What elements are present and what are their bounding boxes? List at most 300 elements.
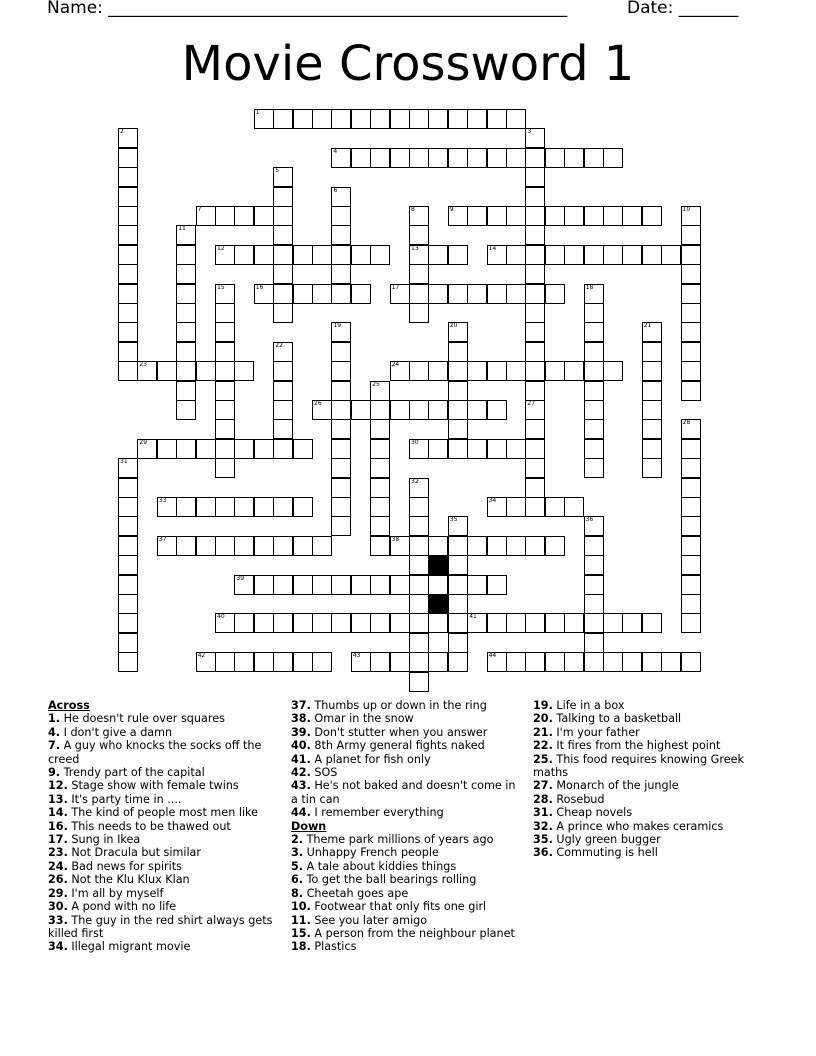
grid-cell[interactable] bbox=[584, 148, 604, 168]
grid-cell[interactable] bbox=[525, 458, 545, 478]
grid-cell[interactable] bbox=[525, 225, 545, 245]
grid-cell[interactable] bbox=[448, 206, 468, 226]
grid-cell[interactable] bbox=[331, 361, 351, 381]
grid-cell[interactable] bbox=[487, 245, 507, 265]
grid-cell[interactable] bbox=[428, 575, 448, 595]
grid-cell[interactable] bbox=[584, 381, 604, 401]
grid-cell[interactable] bbox=[196, 497, 216, 517]
grid-cell[interactable] bbox=[584, 458, 604, 478]
grid-cell[interactable] bbox=[118, 245, 138, 265]
grid-cell[interactable] bbox=[331, 516, 351, 536]
grid-cell[interactable] bbox=[273, 206, 293, 226]
grid-cell[interactable] bbox=[273, 381, 293, 401]
grid-cell[interactable] bbox=[525, 400, 545, 420]
grid-cell[interactable] bbox=[370, 652, 390, 672]
grid-cell[interactable] bbox=[331, 148, 351, 168]
grid-cell[interactable] bbox=[525, 497, 545, 517]
grid-cell[interactable] bbox=[370, 516, 390, 536]
grid-cell[interactable] bbox=[312, 536, 332, 556]
grid-cell[interactable] bbox=[331, 419, 351, 439]
grid-cell[interactable] bbox=[681, 555, 701, 575]
grid-cell[interactable] bbox=[409, 613, 429, 633]
grid-cell[interactable] bbox=[215, 419, 235, 439]
grid-cell[interactable] bbox=[681, 458, 701, 478]
grid-cell[interactable] bbox=[215, 458, 235, 478]
grid-cell[interactable] bbox=[409, 225, 429, 245]
grid-cell[interactable] bbox=[467, 536, 487, 556]
grid-cell[interactable] bbox=[564, 206, 584, 226]
grid-cell[interactable] bbox=[118, 516, 138, 536]
grid-cell[interactable] bbox=[234, 497, 254, 517]
grid-cell[interactable] bbox=[448, 342, 468, 362]
grid-cell[interactable] bbox=[681, 322, 701, 342]
grid-cell[interactable] bbox=[681, 536, 701, 556]
grid-cell[interactable] bbox=[215, 381, 235, 401]
grid-cell[interactable] bbox=[118, 613, 138, 633]
grid-cell[interactable] bbox=[603, 245, 623, 265]
grid-cell[interactable] bbox=[215, 497, 235, 517]
grid-cell[interactable] bbox=[448, 322, 468, 342]
grid-cell[interactable] bbox=[642, 400, 662, 420]
grid-cell[interactable] bbox=[176, 264, 196, 284]
grid-cell[interactable] bbox=[176, 536, 196, 556]
grid-cell[interactable] bbox=[448, 381, 468, 401]
grid-cell[interactable] bbox=[118, 652, 138, 672]
grid-cell[interactable] bbox=[448, 575, 468, 595]
grid-cell[interactable] bbox=[370, 478, 390, 498]
grid-cell[interactable] bbox=[390, 536, 410, 556]
grid-cell[interactable] bbox=[390, 284, 410, 304]
grid-cell[interactable] bbox=[176, 245, 196, 265]
grid-cell[interactable] bbox=[584, 303, 604, 323]
grid-cell[interactable] bbox=[642, 322, 662, 342]
grid-cell[interactable] bbox=[545, 613, 565, 633]
grid-cell[interactable] bbox=[642, 613, 662, 633]
grid-cell[interactable] bbox=[331, 613, 351, 633]
grid-cell[interactable] bbox=[331, 225, 351, 245]
grid-cell[interactable] bbox=[409, 652, 429, 672]
grid-cell[interactable] bbox=[584, 361, 604, 381]
grid-cell[interactable] bbox=[506, 148, 526, 168]
grid-cell[interactable] bbox=[370, 497, 390, 517]
grid-cell[interactable] bbox=[681, 245, 701, 265]
grid-cell[interactable] bbox=[584, 284, 604, 304]
grid-cell[interactable] bbox=[603, 148, 623, 168]
grid-cell[interactable] bbox=[584, 536, 604, 556]
grid-cell[interactable] bbox=[331, 497, 351, 517]
grid-cell[interactable] bbox=[487, 284, 507, 304]
grid-cell[interactable] bbox=[273, 225, 293, 245]
grid-cell[interactable] bbox=[176, 361, 196, 381]
grid-cell[interactable] bbox=[506, 439, 526, 459]
grid-cell[interactable] bbox=[603, 206, 623, 226]
grid-cell[interactable] bbox=[584, 419, 604, 439]
grid-cell[interactable] bbox=[448, 613, 468, 633]
grid-cell[interactable] bbox=[157, 536, 177, 556]
grid-cell[interactable] bbox=[118, 206, 138, 226]
grid-cell[interactable] bbox=[584, 633, 604, 653]
grid-cell[interactable] bbox=[525, 439, 545, 459]
grid-cell[interactable] bbox=[331, 575, 351, 595]
grid-cell[interactable] bbox=[428, 613, 448, 633]
grid-cell[interactable] bbox=[118, 536, 138, 556]
grid-cell[interactable] bbox=[487, 361, 507, 381]
grid-cell[interactable] bbox=[467, 284, 487, 304]
grid-cell[interactable] bbox=[525, 148, 545, 168]
grid-cell[interactable] bbox=[331, 187, 351, 207]
grid-cell[interactable] bbox=[525, 361, 545, 381]
grid-cell[interactable] bbox=[681, 478, 701, 498]
grid-cell[interactable] bbox=[331, 478, 351, 498]
grid-cell[interactable] bbox=[584, 575, 604, 595]
grid-cell[interactable] bbox=[234, 206, 254, 226]
grid-cell[interactable] bbox=[448, 516, 468, 536]
grid-cell[interactable] bbox=[584, 652, 604, 672]
grid-cell[interactable] bbox=[370, 381, 390, 401]
grid-cell[interactable] bbox=[351, 575, 371, 595]
grid-cell[interactable] bbox=[273, 284, 293, 304]
grid-cell[interactable] bbox=[584, 342, 604, 362]
grid-cell[interactable] bbox=[331, 400, 351, 420]
grid-cell[interactable] bbox=[506, 361, 526, 381]
grid-cell[interactable] bbox=[642, 206, 662, 226]
grid-cell[interactable] bbox=[467, 439, 487, 459]
grid-cell[interactable] bbox=[176, 303, 196, 323]
grid-cell[interactable] bbox=[409, 245, 429, 265]
grid-cell[interactable] bbox=[118, 264, 138, 284]
grid-cell[interactable] bbox=[487, 497, 507, 517]
grid-cell[interactable] bbox=[196, 361, 216, 381]
grid-cell[interactable] bbox=[273, 497, 293, 517]
grid-cell[interactable] bbox=[428, 148, 448, 168]
grid-cell[interactable] bbox=[312, 400, 332, 420]
grid-cell[interactable] bbox=[254, 652, 274, 672]
grid-cell[interactable] bbox=[681, 439, 701, 459]
grid-cell[interactable] bbox=[448, 594, 468, 614]
grid-cell[interactable] bbox=[584, 613, 604, 633]
grid-cell[interactable] bbox=[622, 206, 642, 226]
grid-cell[interactable] bbox=[487, 536, 507, 556]
grid-cell[interactable] bbox=[525, 264, 545, 284]
grid-cell[interactable] bbox=[525, 419, 545, 439]
grid-cell[interactable] bbox=[448, 245, 468, 265]
grid-cell[interactable] bbox=[467, 400, 487, 420]
grid-cell[interactable] bbox=[428, 536, 448, 556]
grid-cell[interactable] bbox=[525, 284, 545, 304]
grid-cell[interactable] bbox=[293, 439, 313, 459]
grid-cell[interactable] bbox=[312, 109, 332, 129]
grid-cell[interactable] bbox=[215, 439, 235, 459]
grid-cell[interactable] bbox=[331, 109, 351, 129]
grid-cell[interactable] bbox=[564, 613, 584, 633]
grid-cell[interactable] bbox=[293, 613, 313, 633]
grid-cell[interactable] bbox=[273, 652, 293, 672]
grid-cell[interactable] bbox=[448, 284, 468, 304]
grid-cell[interactable] bbox=[661, 245, 681, 265]
grid-cell[interactable] bbox=[351, 245, 371, 265]
grid-cell[interactable] bbox=[254, 245, 274, 265]
grid-cell[interactable] bbox=[487, 109, 507, 129]
grid-cell[interactable] bbox=[409, 497, 429, 517]
grid-cell[interactable] bbox=[351, 109, 371, 129]
grid-cell[interactable] bbox=[681, 342, 701, 362]
grid-cell[interactable] bbox=[370, 400, 390, 420]
grid-cell[interactable] bbox=[390, 148, 410, 168]
grid-cell[interactable] bbox=[176, 322, 196, 342]
grid-cell[interactable] bbox=[448, 536, 468, 556]
grid-cell[interactable] bbox=[234, 575, 254, 595]
grid-cell[interactable] bbox=[409, 148, 429, 168]
grid-cell[interactable] bbox=[273, 400, 293, 420]
grid-cell[interactable] bbox=[681, 206, 701, 226]
grid-cell[interactable] bbox=[215, 361, 235, 381]
grid-cell[interactable] bbox=[681, 594, 701, 614]
grid-cell[interactable] bbox=[642, 419, 662, 439]
grid-cell[interactable] bbox=[157, 497, 177, 517]
grid-cell[interactable] bbox=[506, 536, 526, 556]
grid-cell[interactable] bbox=[312, 575, 332, 595]
grid-cell[interactable] bbox=[273, 303, 293, 323]
grid-cell[interactable] bbox=[448, 633, 468, 653]
grid-cell[interactable] bbox=[254, 575, 274, 595]
grid-cell[interactable] bbox=[584, 245, 604, 265]
grid-cell[interactable] bbox=[681, 419, 701, 439]
grid-cell[interactable] bbox=[351, 400, 371, 420]
grid-cell[interactable] bbox=[545, 284, 565, 304]
grid-cell[interactable] bbox=[487, 652, 507, 672]
grid-cell[interactable] bbox=[370, 148, 390, 168]
grid-cell[interactable] bbox=[584, 400, 604, 420]
grid-cell[interactable] bbox=[118, 575, 138, 595]
grid-cell[interactable] bbox=[254, 109, 274, 129]
grid-cell[interactable] bbox=[331, 381, 351, 401]
grid-cell[interactable] bbox=[273, 342, 293, 362]
grid-cell[interactable] bbox=[448, 419, 468, 439]
grid-cell[interactable] bbox=[506, 206, 526, 226]
grid-cell[interactable] bbox=[331, 284, 351, 304]
grid-cell[interactable] bbox=[409, 109, 429, 129]
grid-cell[interactable] bbox=[176, 381, 196, 401]
grid-cell[interactable] bbox=[118, 322, 138, 342]
grid-cell[interactable] bbox=[642, 439, 662, 459]
grid-cell[interactable] bbox=[448, 400, 468, 420]
grid-cell[interactable] bbox=[409, 478, 429, 498]
grid-cell[interactable] bbox=[293, 536, 313, 556]
grid-cell[interactable] bbox=[467, 361, 487, 381]
grid-cell[interactable] bbox=[409, 206, 429, 226]
grid-cell[interactable] bbox=[293, 575, 313, 595]
grid-cell[interactable] bbox=[525, 167, 545, 187]
grid-cell[interactable] bbox=[370, 439, 390, 459]
grid-cell[interactable] bbox=[370, 245, 390, 265]
grid-cell[interactable] bbox=[525, 303, 545, 323]
grid-cell[interactable] bbox=[157, 361, 177, 381]
grid-cell[interactable] bbox=[312, 245, 332, 265]
grid-cell[interactable] bbox=[506, 652, 526, 672]
grid-cell[interactable] bbox=[409, 400, 429, 420]
grid-cell[interactable] bbox=[448, 361, 468, 381]
grid-cell[interactable] bbox=[681, 613, 701, 633]
grid-cell[interactable] bbox=[312, 652, 332, 672]
grid-cell[interactable] bbox=[564, 652, 584, 672]
grid-cell[interactable] bbox=[234, 361, 254, 381]
grid-cell[interactable] bbox=[215, 206, 235, 226]
grid-cell[interactable] bbox=[215, 284, 235, 304]
grid-cell[interactable] bbox=[370, 536, 390, 556]
grid-cell[interactable] bbox=[390, 109, 410, 129]
grid-cell[interactable] bbox=[254, 613, 274, 633]
grid-cell[interactable] bbox=[545, 536, 565, 556]
grid-cell[interactable] bbox=[448, 439, 468, 459]
grid-cell[interactable] bbox=[681, 381, 701, 401]
grid-cell[interactable] bbox=[487, 439, 507, 459]
grid-cell[interactable] bbox=[681, 284, 701, 304]
grid-cell[interactable] bbox=[525, 381, 545, 401]
grid-cell[interactable] bbox=[642, 245, 662, 265]
grid-cell[interactable] bbox=[681, 575, 701, 595]
grid-cell[interactable] bbox=[118, 187, 138, 207]
grid-cell[interactable] bbox=[254, 536, 274, 556]
grid-cell[interactable] bbox=[137, 361, 157, 381]
grid-cell[interactable] bbox=[331, 206, 351, 226]
grid-cell[interactable] bbox=[273, 245, 293, 265]
grid-cell[interactable] bbox=[390, 575, 410, 595]
grid-cell[interactable] bbox=[351, 652, 371, 672]
grid-cell[interactable] bbox=[448, 555, 468, 575]
grid-cell[interactable] bbox=[603, 652, 623, 672]
grid-cell[interactable] bbox=[351, 148, 371, 168]
grid-cell[interactable] bbox=[525, 652, 545, 672]
grid-cell[interactable] bbox=[118, 284, 138, 304]
grid-cell[interactable] bbox=[137, 439, 157, 459]
grid-cell[interactable] bbox=[525, 613, 545, 633]
grid-cell[interactable] bbox=[409, 439, 429, 459]
grid-cell[interactable] bbox=[215, 303, 235, 323]
grid-cell[interactable] bbox=[525, 322, 545, 342]
grid-cell[interactable] bbox=[506, 245, 526, 265]
grid-cell[interactable] bbox=[487, 206, 507, 226]
grid-cell[interactable] bbox=[661, 652, 681, 672]
grid-cell[interactable] bbox=[603, 361, 623, 381]
grid-cell[interactable] bbox=[681, 303, 701, 323]
grid-cell[interactable] bbox=[642, 458, 662, 478]
grid-cell[interactable] bbox=[118, 594, 138, 614]
grid-cell[interactable] bbox=[370, 419, 390, 439]
grid-cell[interactable] bbox=[312, 284, 332, 304]
grid-cell[interactable] bbox=[390, 361, 410, 381]
grid-cell[interactable] bbox=[564, 361, 584, 381]
grid-cell[interactable] bbox=[603, 613, 623, 633]
grid-cell[interactable] bbox=[118, 555, 138, 575]
grid-cell[interactable] bbox=[254, 497, 274, 517]
grid-cell[interactable] bbox=[681, 361, 701, 381]
grid-cell[interactable] bbox=[312, 613, 332, 633]
grid-cell[interactable] bbox=[428, 439, 448, 459]
grid-cell[interactable] bbox=[331, 439, 351, 459]
grid-cell[interactable] bbox=[487, 400, 507, 420]
grid-cell[interactable] bbox=[409, 303, 429, 323]
grid-cell[interactable] bbox=[176, 400, 196, 420]
grid-cell[interactable] bbox=[409, 633, 429, 653]
grid-cell[interactable] bbox=[215, 322, 235, 342]
grid-cell[interactable] bbox=[234, 652, 254, 672]
grid-cell[interactable] bbox=[118, 361, 138, 381]
grid-cell[interactable] bbox=[487, 613, 507, 633]
grid-cell[interactable] bbox=[409, 672, 429, 692]
grid-cell[interactable] bbox=[176, 497, 196, 517]
grid-cell[interactable] bbox=[467, 206, 487, 226]
grid-cell[interactable] bbox=[545, 206, 565, 226]
grid-cell[interactable] bbox=[584, 322, 604, 342]
grid-cell[interactable] bbox=[545, 652, 565, 672]
grid-cell[interactable] bbox=[525, 206, 545, 226]
grid-cell[interactable] bbox=[370, 458, 390, 478]
grid-cell[interactable] bbox=[273, 419, 293, 439]
grid-cell[interactable] bbox=[428, 245, 448, 265]
grid-cell[interactable] bbox=[273, 613, 293, 633]
grid-cell[interactable] bbox=[215, 400, 235, 420]
grid-cell[interactable] bbox=[118, 128, 138, 148]
grid-cell[interactable] bbox=[273, 575, 293, 595]
grid-cell[interactable] bbox=[370, 109, 390, 129]
grid-cell[interactable] bbox=[254, 439, 274, 459]
grid-cell[interactable] bbox=[273, 361, 293, 381]
grid-cell[interactable] bbox=[176, 225, 196, 245]
grid-cell[interactable] bbox=[564, 245, 584, 265]
grid-cell[interactable] bbox=[254, 206, 274, 226]
grid-cell[interactable] bbox=[681, 497, 701, 517]
grid-cell[interactable] bbox=[118, 225, 138, 245]
grid-cell[interactable] bbox=[525, 128, 545, 148]
grid-cell[interactable] bbox=[681, 264, 701, 284]
grid-cell[interactable] bbox=[215, 245, 235, 265]
grid-cell[interactable] bbox=[273, 264, 293, 284]
grid-cell[interactable] bbox=[681, 652, 701, 672]
grid-cell[interactable] bbox=[215, 536, 235, 556]
grid-cell[interactable] bbox=[157, 439, 177, 459]
grid-cell[interactable] bbox=[545, 497, 565, 517]
grid-cell[interactable] bbox=[545, 245, 565, 265]
grid-cell[interactable] bbox=[545, 361, 565, 381]
grid-cell[interactable] bbox=[584, 439, 604, 459]
grid-cell[interactable] bbox=[584, 555, 604, 575]
grid-cell[interactable] bbox=[234, 613, 254, 633]
grid-cell[interactable] bbox=[370, 575, 390, 595]
grid-cell[interactable] bbox=[642, 361, 662, 381]
grid-cell[interactable] bbox=[273, 439, 293, 459]
grid-cell[interactable] bbox=[564, 148, 584, 168]
grid-cell[interactable] bbox=[293, 284, 313, 304]
grid-cell[interactable] bbox=[254, 284, 274, 304]
grid-cell[interactable] bbox=[273, 167, 293, 187]
grid-cell[interactable] bbox=[525, 245, 545, 265]
grid-cell[interactable] bbox=[506, 613, 526, 633]
grid-cell[interactable] bbox=[331, 322, 351, 342]
grid-cell[interactable] bbox=[525, 478, 545, 498]
grid-cell[interactable] bbox=[390, 652, 410, 672]
grid-cell[interactable] bbox=[293, 245, 313, 265]
grid-cell[interactable] bbox=[331, 245, 351, 265]
grid-cell[interactable] bbox=[622, 652, 642, 672]
grid-cell[interactable] bbox=[448, 148, 468, 168]
grid-cell[interactable] bbox=[428, 284, 448, 304]
grid-cell[interactable] bbox=[293, 109, 313, 129]
grid-cell[interactable] bbox=[525, 187, 545, 207]
grid-cell[interactable] bbox=[118, 342, 138, 362]
grid-cell[interactable] bbox=[390, 613, 410, 633]
grid-cell[interactable] bbox=[215, 342, 235, 362]
grid-cell[interactable] bbox=[409, 264, 429, 284]
